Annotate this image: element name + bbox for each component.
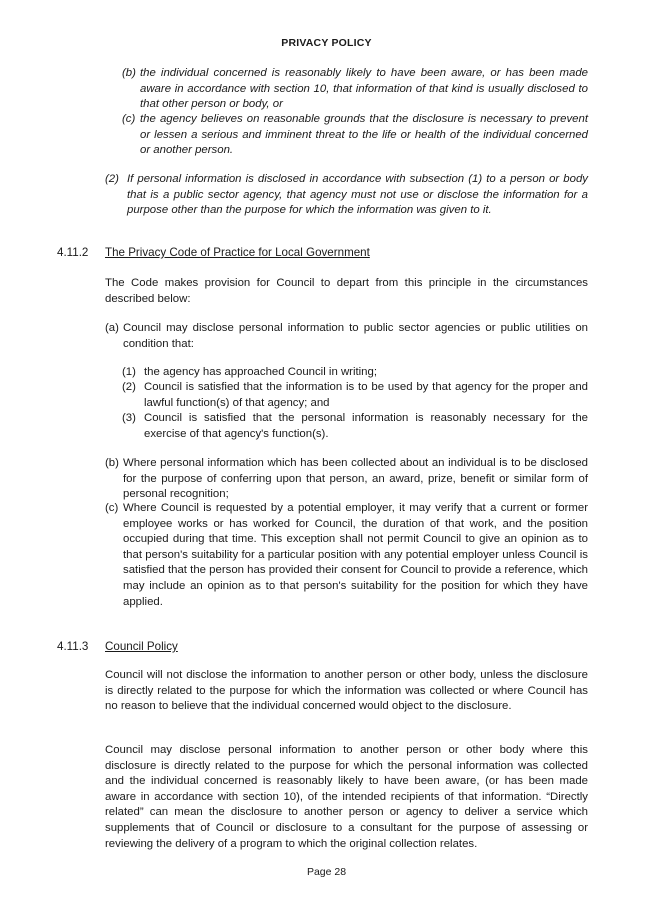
- list-marker: (b): [122, 67, 136, 79]
- list-marker: (2): [105, 173, 119, 185]
- paragraph: Council will not disclose the information to another person or other body, unless the disclosure is directly related to the purpose for which the information was collected or where Council has no reason to believe that the individual concerned would object to the disclosure.: [105, 669, 588, 713]
- list-marker: (c): [105, 502, 119, 514]
- list-item-a: [105, 321, 588, 352]
- section-number: 4.11.2: [57, 246, 89, 259]
- list-item-text: If personal information is disclosed in accordance with subsection (1) to a person or body that is a public sector agency, that agency must not use or disclose the information for a purpose other than the purpose for which the information was given to it.: [127, 173, 588, 217]
- list-marker: (1): [122, 366, 136, 378]
- section-heading: The Privacy Code of Practice for Local Government: [105, 246, 370, 259]
- page-number: Page 28: [306, 866, 347, 878]
- list-item-text: Where personal information which has been collected about an individual is to be disclosed for the purpose of conferring upon that person, an award, prize, benefit or similar form of personal recognition;: [123, 457, 588, 501]
- list-item-b: [122, 66, 588, 113]
- list-item-text: Where Council is requested by a potential employer, it may verify that a current or former employee works or has worked for Council, the duration of that work, and the position occupied during that time. This exception shall not permit Council to give an opinion as to that person's suitability for a particular position with any potential employer unless Council is satisfied that the person has provided their consent for Council to provide a reference, which may include an opinion as to that person's suitability for the position for which they have applied.: [123, 502, 588, 608]
- list-item-text: the agency has approached Council in writing;: [144, 366, 378, 378]
- list-marker: (c): [122, 113, 136, 125]
- sub-item-3: [122, 411, 588, 442]
- paragraph: Council may disclose personal information to another person or other body where this disclosure is directly related to the purpose for which the personal information was collected and the individual concerned is reasonably likely to have been aware, (or has been made aware in accordance with section 10), of the intended recipients of that information. “Directly related” can mean the disclosure to another person or agency to deliver a service which supplements that of Council or disclosure to a consultant for the purpose of assessing or reviewing the delivery of a program to which the original collection relates.: [105, 744, 588, 850]
- list-item-text: the agency believes on reasonable grounds that the disclosure is necessary to prevent or lessen a serious and imminent threat to the life or health of the individual concerned or another person.: [140, 113, 588, 157]
- section-number: 4.11.3: [57, 640, 89, 653]
- sub-item-2: [122, 380, 588, 411]
- list-item-text: Council is satisfied that the personal information is reasonably necessary for the exercise of that agency's function(s).: [144, 412, 588, 440]
- list-marker: (a): [105, 322, 119, 334]
- list-item-text: Council may disclose personal information to public sector agencies or public utilities on condition that:: [123, 322, 588, 350]
- list-item-text: Council is satisfied that the information is to be used by that agency for the proper and lawful function(s) of that agency; and: [144, 381, 588, 409]
- list-item-text: the individual concerned is reasonably likely to have been aware, or has been made aware in accordance with section 10, that information of that kind is usually disclosed to that other person or body, or: [140, 67, 588, 111]
- list-marker: (3): [122, 412, 136, 424]
- sub-item-1: [122, 365, 588, 381]
- list-item-c: [105, 501, 588, 610]
- section-intro: The Code makes provision for Council to depart from this principle in the circumstances described below:: [105, 277, 588, 305]
- list-marker: (2): [122, 381, 136, 393]
- section-heading: Council Policy: [105, 640, 178, 653]
- list-marker: (b): [105, 457, 119, 469]
- page-header-title: PRIVACY POLICY: [281, 37, 372, 49]
- list-item-c: [122, 112, 588, 159]
- subsection-2: [105, 172, 588, 219]
- list-item-b: [105, 456, 588, 503]
